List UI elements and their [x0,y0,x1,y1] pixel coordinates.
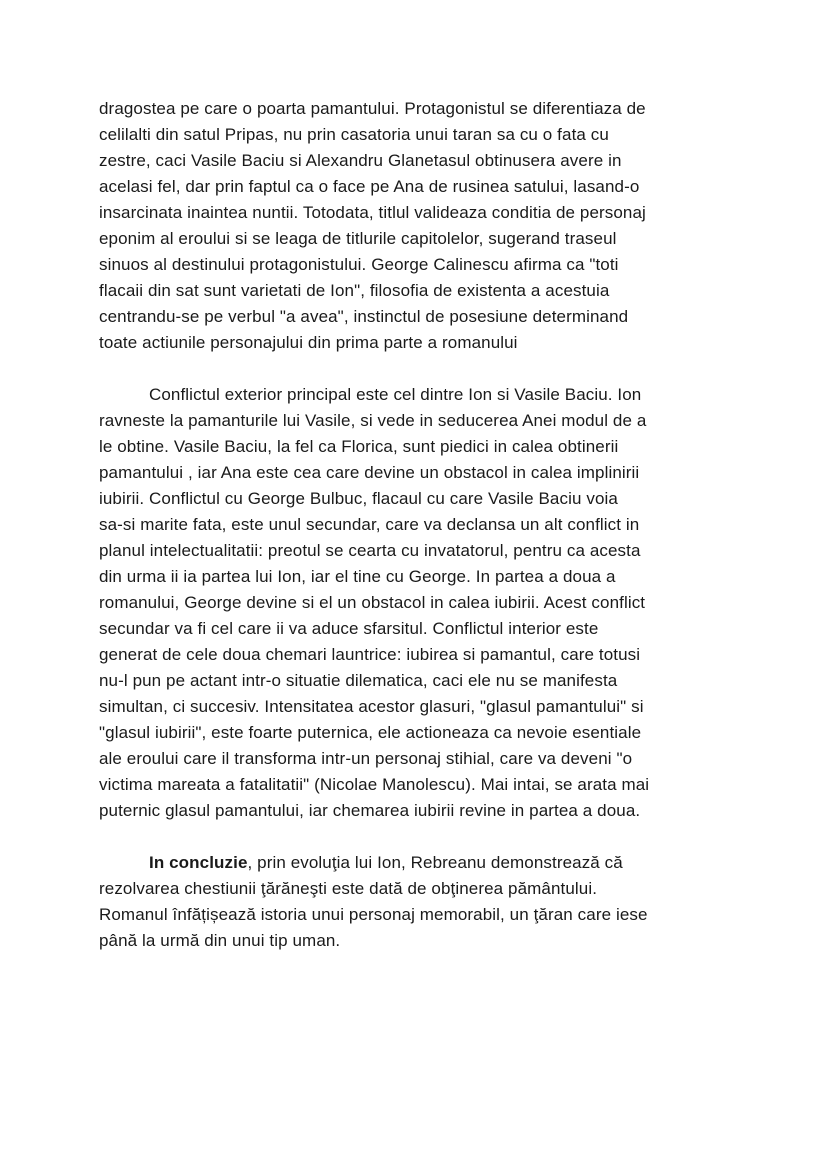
conclusion-lead-bold: In concluzie [149,853,248,872]
paragraph-line: Romanul înfățișează istoria unui personaj memorabil, un ţăran care iese [99,905,648,924]
paragraph-line: ale eroului care il transforma intr-un personaj stihial, care va deveni "o [99,749,633,768]
paragraph-line: Conflictul exterior principal este cel dintre Ion si Vasile Baciu. Ion [149,385,642,404]
paragraph-line: ravneste la pamanturile lui Vasile, si vede in seducerea Anei modul de a [99,411,647,430]
paragraph-line: zestre, caci Vasile Baciu si Alexandru Glanetasul obtinusera avere in [99,151,622,170]
paragraph-line: sa-si marite fata, este unul secundar, care va declansa un alt conflict in [99,515,640,534]
conclusion-lead-rest: , prin evoluţia lui Ion, Rebreanu demonstrează că [247,853,623,872]
paragraph-line: nu-l pun pe actant intr-o situatie dilematica, caci ele nu se manifesta [99,671,618,690]
paragraph-line [99,850,739,876]
paragraph-line: simultan, ci succesiv. Intensitatea acestor glasuri, "glasul pamantului" si [99,697,644,716]
paragraph-line: insarcinata inaintea nuntii. Totodata, titlul valideaza conditia de personaj [99,203,646,222]
paragraph-line: din urma ii ia partea lui Ion, iar el tine cu George. In partea a doua a [99,567,616,586]
text-block [99,96,739,980]
paragraph-line: eponim al eroului si se leaga de titlurile capitolelor, sugerand traseul [99,229,617,248]
paragraph-line: pamantului , iar Ana este cea care devine un obstacol in calea implinirii [99,463,640,482]
paragraph-line: centrandu-se pe verbul "a avea", instinctul de posesiune determinand [99,307,629,326]
paragraph-conclusion [99,850,739,954]
paragraph-line: sinuos al destinului protagonistului. George Calinescu afirma ca "toti [99,255,619,274]
paragraph-line: romanului, George devine si el un obstacol in calea iubirii. Acest conflict [99,593,646,612]
paragraph-line: secundar va fi cel care ii va aduce sfarsitul. Conflictul interior este [99,619,599,638]
paragraph-line: flacaii din sat sunt varietati de Ion", filosofia de existenta a acestuia [99,281,610,300]
paragraph-line: victima mareata a fatalitatii" (Nicolae Manolescu). Mai intai, se arata mai [99,775,650,794]
paragraph-line: le obtine. Vasile Baciu, la fel ca Florica, sunt piedici in calea obtinerii [99,437,619,456]
paragraph-line: planul intelectualitatii: preotul se cearta cu invatatorul, pentru ca acesta [99,541,641,560]
paragraph-line: "glasul iubirii", este foarte puternica, ele actioneaza ca nevoie esentiale [99,723,642,742]
paragraph-line: toate actiunile personajului din prima parte a romanului [99,333,518,352]
paragraph-line: celilalti din satul Pripas, nu prin casatoria unui taran sa cu o fata cu [99,125,609,144]
paragraph-line: puternic glasul pamantului, iar chemarea iubirii revine in partea a doua. [99,801,641,820]
paragraph-line: acelasi fel, dar prin faptul ca o face pe Ana de rusinea satului, lasand-o [99,177,640,196]
paragraph-line: până la urmă din unui tip uman. [99,931,341,950]
paragraph-line: dragostea pe care o poarta pamantului. Protagonistul se diferentiaza de [99,99,646,118]
paragraph-line: iubirii. Conflictul cu George Bulbuc, flacaul cu care Vasile Baciu voia [99,489,618,508]
paragraph-title-analysis [99,96,739,356]
paragraph-conflict [99,382,739,824]
paragraph-line: rezolvarea chestiunii ţărăneşti este dată de obţinerea pământului. [99,879,598,898]
paragraph-line: generat de cele doua chemari launtrice: iubirea si pamantul, care totusi [99,645,641,664]
